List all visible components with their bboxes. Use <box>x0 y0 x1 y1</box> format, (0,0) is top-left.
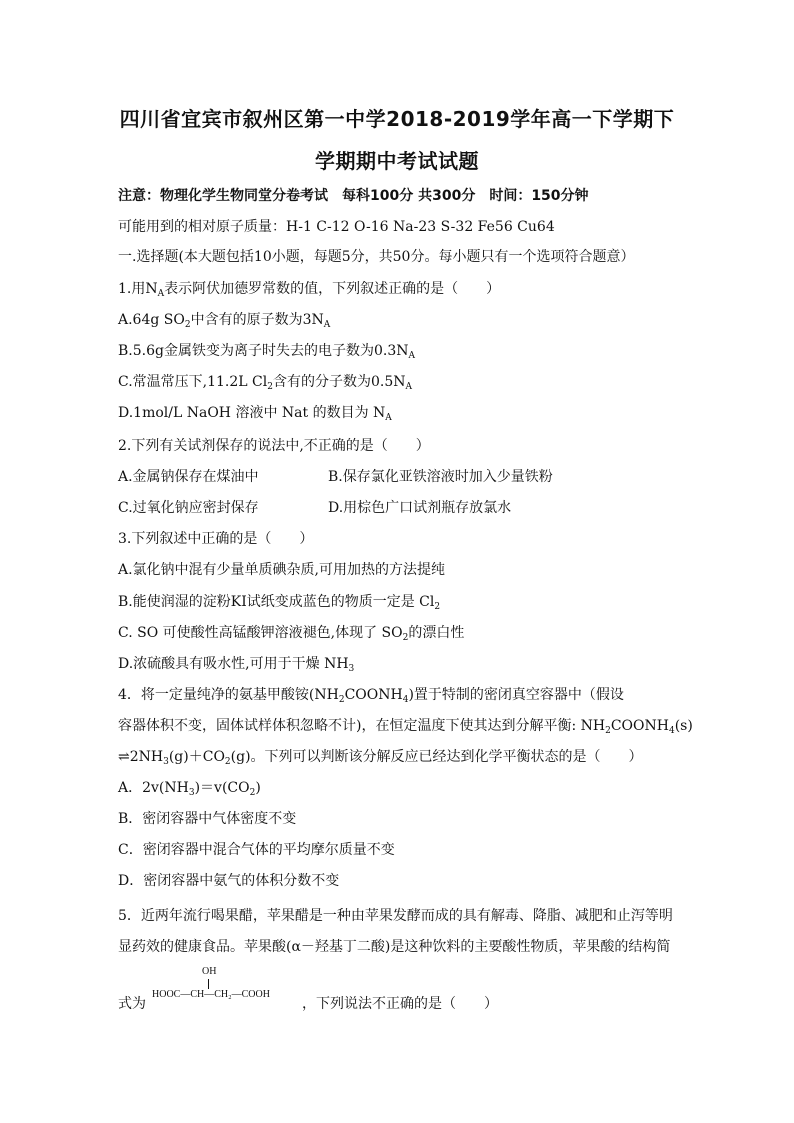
question-4-option-b: B．密闭容器中气体密度不变 <box>118 811 297 827</box>
question-2-option-b: B.保存氯化亚铁溶液时加入少量铁粉 <box>328 469 553 485</box>
exam-title-line-2: 学期期中考试试题 <box>315 149 479 173</box>
question-1-option-b: B.5.6g金属铁变为离子时失去的电子数为$0.3N_A$ <box>118 343 415 361</box>
formula-carbon-chain: HOOC—CH—CH₂—COOH <box>152 989 270 1000</box>
malic-acid-structural-formula <box>152 966 312 1006</box>
question-2-option-c: C.过氧化钠应密封保存 <box>118 500 259 516</box>
formula-bond-line <box>208 979 209 989</box>
question-2-option-d: D.用棕色广口试剂瓶存放氯水 <box>328 500 512 516</box>
question-1-option-c: C.常温常压下,11.2L $Cl_2$含有的分子数为$0.5N_A$ <box>118 374 412 392</box>
question-4-stem-line-3: $\rightleftharpoons 2NH_3(g)+CO_2(g)$。下列可以判断该分解反应已经达到化学平衡状态的是（ ） <box>118 749 643 767</box>
question-1-option-d: D.1mol/L NaOH 溶液中 Nat 的数目为 $N_A$ <box>118 405 392 423</box>
question-5-stem-line-2: 显药效的健康食品。苹果酸(α－羟基丁二酸)是这种饮料的主要酸性物质，苹果酸的结构简 <box>118 939 671 955</box>
question-1-option-a: A.64g $SO_2$中含有的原子数为$3N_A$ <box>118 312 331 330</box>
question-4-stem-line-1: 4．将一定量纯净的氨基甲酸铵$(NH_2COONH_4)$置于特制的密闭真空容器中（假设 <box>118 687 624 705</box>
question-3-option-d: D.浓硫酸具有吸水性,可用于干燥 $NH_3$ <box>118 656 355 674</box>
question-2-stem: 2.下列有关试剂保存的说法中,不正确的是（ ） <box>118 438 430 454</box>
question-2-option-a: A.金属钠保存在煤油中 <box>118 469 259 485</box>
exam-title-line-1: 四川省宜宾市叙州区第一中学2018-2019学年高一下学期下 <box>119 107 675 131</box>
exam-notice: 注意：物理化学生物同堂分卷考试 每科100分 共300分 时间：150分钟 <box>118 188 589 204</box>
question-3-stem: 3.下列叙述中正确的是（ ） <box>118 531 314 547</box>
question-4-option-d: D．密闭容器中氨气的体积分数不变 <box>118 873 340 889</box>
question-5-stem-line-3-prefix: 式为 <box>118 996 146 1012</box>
question-3-option-b: B.能使润湿的淀粉KI试纸变成蓝色的物质一定是 $Cl_2$ <box>118 594 441 612</box>
formula-hydroxyl-group: OH <box>202 966 217 977</box>
question-1-stem: 1.用$N_A$表示阿伏加德罗常数的值，下列叙述正确的是（ ） <box>118 281 501 299</box>
question-5-stem-line-1: 5．近两年流行喝果醋，苹果醋是一种由苹果发酵而成的具有解毒、降脂、减肥和止泻等明 <box>118 908 673 924</box>
question-4-stem-line-2: 容器体积不变，固体试样体积忽略不计)，在恒定温度下使其达到分解平衡: $NH_2COONH_4(s)$ <box>118 718 693 736</box>
question-3-option-a: A.氯化钠中混有少量单质碘杂质,可用加热的方法提纯 <box>118 562 446 578</box>
question-4-option-c: C．密闭容器中混合气体的平均摩尔质量不变 <box>118 842 395 858</box>
question-4-option-a: A．$2v(NH_3)=v(CO_2)$ <box>118 780 261 798</box>
question-3-option-c: C. SO 可使酸性高锰酸钾溶液褪色,体现了 $SO_2$的漂白性 <box>118 625 465 643</box>
atomic-masses: 可能用到的相对原子质量：H-1 C-12 O-16 Na-23 S-32 Fe56 Cu64 <box>118 219 555 235</box>
question-5-stem-line-3-suffix: ，下列说法不正确的是（ ） <box>302 996 498 1012</box>
section-header: 一.选择题(本大题包括10小题，每题5分，共50分。每小题只有一个选项符合题意） <box>118 249 635 265</box>
